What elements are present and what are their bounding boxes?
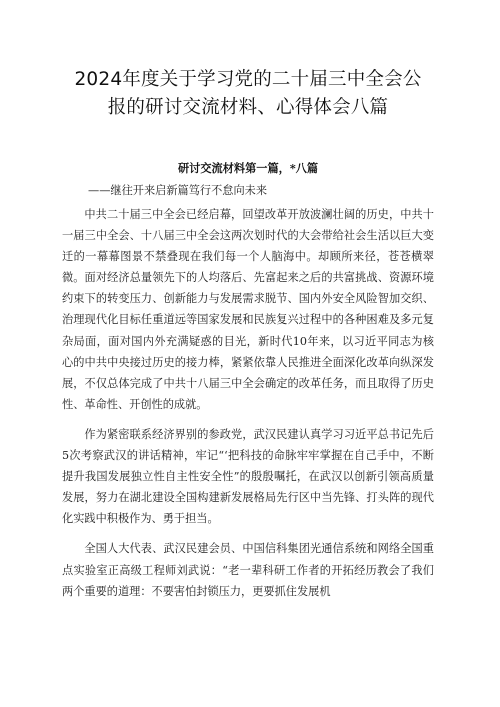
body-paragraph-3: 全国人大代表、武汉民建会员、中国信科集团光通信系统和网络全国重点实验室正高级工程师刘武说：“老一辈科研工作者的开拓经历教会了我们两个重要的道理：不要害怕封锁压力，更要抓住发展机 (62, 542, 434, 598)
body-paragraph-1: 中共二十届三中全会已经启幕，回望改革开放波澜壮阔的历史，中共十一届三中全会、十八届三中全会这两次划时代的大会带给社会生活以巨大变迁的一幕幕图景不禁叠现在我们每一个人脑海中。却顾所来径，苍苍横翠微。面对经济总量领先下的人均落后、先富起来之后的共富挑战、资源环境约束下的转变压力、创新能力与发展需求脱节、国内外安全风险智加交织、治理现代化目标任重道远等国家发展和民族复兴过程中的各种困难及多元复杂局面，面对国内外充满疑惑的目光，新时代10年来，以习近平同志为核心的中共中央接过历史的接力棒，紧紧依靠人民推进全面深化改革向纵深发展，不仅总体完成了中共十八届三中全会确定的改革任务，而且取得了历史性、革命性、开创性的成就。 (62, 208, 434, 411)
document-title-line-2: 报的研讨交流材料、心得体会八篇 (107, 97, 389, 118)
section-subtitle: ——继往开来启新篇笃行不怠向未来 (88, 184, 268, 197)
body-paragraph-2: 作为紧密联系经济界别的参政党，武汉民建认真学习习近平总书记先后5次考察武汉的讲话精神，牢记“‘把科技的命脉牢牢掌握在自己手中，不断提升我国发展独立性自主性安全性”的殷殷嘱托，在武汉以创新引领高质量发展，努力在湖北建设全国构建新发展格局先行区中当先锋、打头阵的现代化实践中积极作为、勇于担当。 (62, 427, 434, 526)
document-title (62, 66, 434, 122)
document-title-line-1: 2024年度关于学习党的二十届三中全会公 (74, 69, 422, 90)
section-heading: 研讨交流材料第一篇，*八篇 (177, 161, 319, 175)
